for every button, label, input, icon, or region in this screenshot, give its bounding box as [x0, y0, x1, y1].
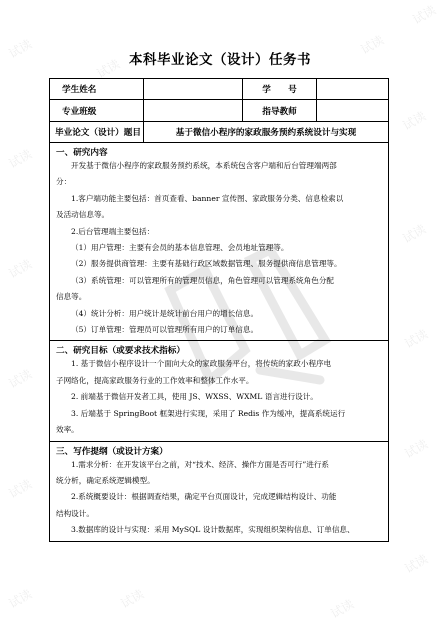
body-line: 信息等。 [56, 292, 87, 302]
watermark-text: 试读 [402, 551, 431, 576]
body-line: 3.数据库的设计与实现：采用 MySQL 设计数据库，实现组织架构信息、订单信息、 [71, 525, 355, 535]
writing-plan-body [50, 456, 388, 541]
body-line: 1. 基于微信小程序设计一个面向大众的家政服务平台，将传统的家政小程序电 [71, 359, 332, 369]
watermark-text: 试读 [94, 56, 123, 81]
body-line: （1）用户管理：主要有会员的基本信息管理、会员地址管理等。 [71, 243, 289, 253]
major-row [50, 100, 388, 122]
watermark-text: 试读 [6, 586, 35, 611]
body-line: 开发基于微信小程序的家政服务预约系统，本系统包含客户端和后台管理端两部 [71, 161, 337, 170]
major-class-label: 专业班级 [50, 100, 144, 121]
major-class-value [144, 100, 243, 121]
watermark-text: 试读 [6, 366, 35, 391]
student-name-value [144, 79, 243, 99]
body-line: 1.客户端功能主要包括：首页查看、banner 宣传图、家政服务分类、信息检索以 [71, 193, 344, 203]
research-content-body [50, 157, 388, 340]
watermark-text: 试读 [400, 221, 429, 246]
research-goals-heading: 二、研究目标（或要求技术指标） [56, 346, 185, 357]
watermark-text: 试读 [6, 476, 35, 501]
student-id-label: 学 号 [243, 79, 317, 99]
thesis-title-label: 毕业论文（设计）题目 [50, 122, 144, 142]
body-line: 3. 后端基于 SpringBoot 框架进行实现，采用了 Redis 作为缓冲，提高系统运行 [71, 408, 346, 418]
body-line: （4）统计分析：用户统计是统计前台用户的增长信息。 [71, 308, 259, 318]
body-line: 2.系统概要设计：根据调查结果，确定平台页面设计，完成逻辑结构设计、功能 [71, 492, 337, 502]
advisor-value [317, 100, 388, 121]
watermark-text: 试读 [402, 326, 431, 351]
thesis-title-row [50, 122, 388, 143]
body-line: （5）订单管理：管理员可以管理所有用户的订单信息。 [71, 325, 259, 335]
watermark-text: 试读 [6, 146, 35, 171]
body-line: （2）服务提供商管理：主要有基础行政区域数据管理、服务提供商信息管理等。 [71, 259, 342, 269]
task-table [49, 78, 389, 542]
body-line: 统分析，确定系统逻辑模型。 [56, 475, 155, 485]
body-line: 1.需求分析：在开发该平台之前，对“技术、经济、操作方面是否可行”进行系 [71, 459, 330, 469]
body-line: （3）系统管理：可以管理所有的管理员信息，角色管理可以管理系统角色分配 [71, 275, 335, 285]
research-goals-body [50, 355, 388, 440]
body-line: 2.后台管理端主要包括： [71, 226, 155, 236]
watermark-text: 试读 [328, 596, 357, 621]
research-content-section [50, 143, 388, 341]
watermark-text: 试读 [358, 32, 387, 57]
writing-plan-section [50, 442, 388, 541]
research-content-heading: 一、研究内容 [56, 148, 108, 158]
student-id-value [317, 79, 388, 99]
watermark-text: 试读 [400, 108, 429, 133]
writing-plan-heading: 三、写作提纲（或设计方案） [56, 446, 168, 457]
watermark-text: 试读 [6, 256, 35, 281]
body-line: 及活动信息等。 [56, 210, 110, 220]
student-name-label: 学生姓名 [50, 79, 144, 99]
advisor-label: 指导教师 [243, 100, 317, 121]
watermark-text: 试读 [118, 586, 147, 611]
body-line: 子网络化，提高家政服务行业的工作效率和整体工作水平。 [56, 375, 254, 385]
body-line: 效率。 [56, 425, 79, 435]
watermark-text: 试读 [6, 36, 35, 61]
body-line: 2. 前端基于微信开发者工具，使用 JS、WXSS、WXML 语言进行设计。 [71, 392, 318, 402]
document-title: 本科毕业论文（设计）任务书 [129, 52, 311, 68]
research-goals-section [50, 341, 388, 441]
thesis-title-value: 基于微信小程序的家政服务预约系统设计与实现 [175, 128, 357, 138]
body-line: 结构设计。 [56, 508, 94, 518]
body-line: 分： [56, 177, 72, 187]
student-row [50, 79, 388, 100]
watermark-text: 试读 [410, 2, 439, 27]
watermark-text: 试读 [402, 436, 431, 461]
